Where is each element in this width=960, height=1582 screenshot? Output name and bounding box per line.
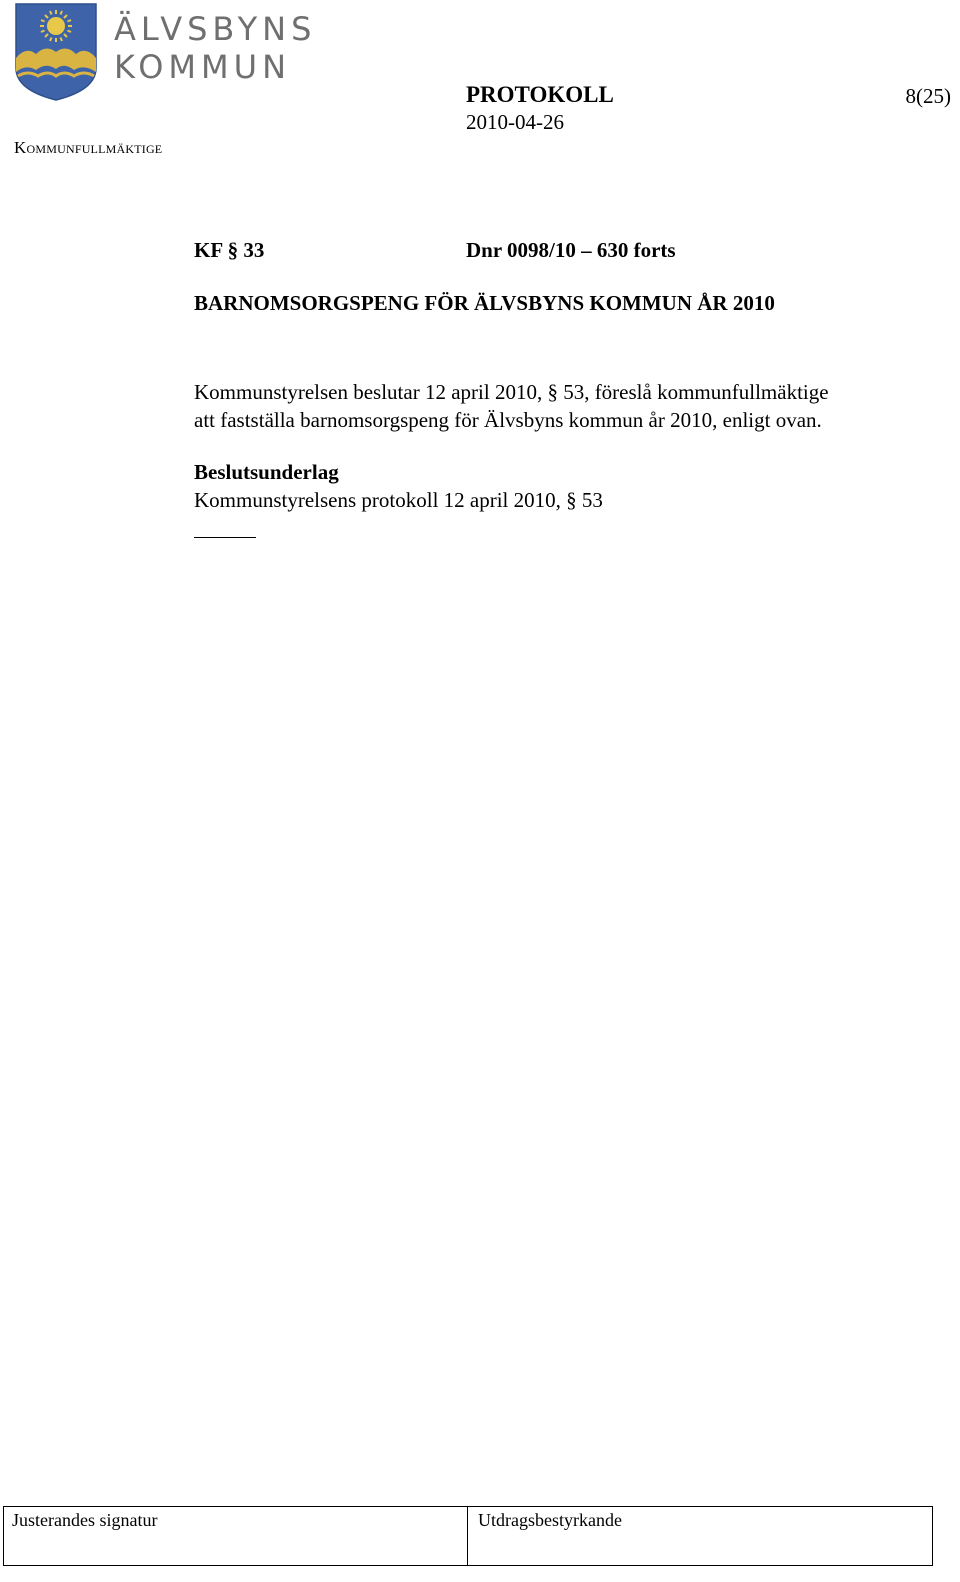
signature-footer	[3, 1506, 933, 1566]
logo-wordmark-line1: ÄLVSBYNS	[114, 10, 317, 48]
page-number: 8(25)	[905, 84, 951, 108]
decision-paragraph	[194, 378, 914, 434]
signature-box	[4, 1507, 468, 1565]
department-name: Kommunfullmäktige	[14, 138, 163, 157]
certification-box	[468, 1507, 932, 1565]
decision-line: Kommunstyrelsen beslutar 12 april 2010, § 53, föreslå kommunfullmäktige	[194, 380, 829, 404]
certification-label: Utdragsbestyrkande	[478, 1510, 622, 1530]
section-subject: BARNOMSORGSPENG FÖR ÄLVSBYNS KOMMUN ÅR 2010	[194, 291, 775, 315]
end-rule-divider	[194, 537, 256, 538]
case-number: Dnr 0098/10 – 630 forts	[466, 238, 676, 262]
document-title: PROTOKOLL	[466, 82, 614, 107]
paragraph-reference: KF § 33	[194, 238, 265, 262]
municipal-crest-sun-icon	[14, 2, 98, 102]
basis-heading: Beslutsunderlag	[194, 460, 339, 484]
basis-item: Kommunstyrelsens protokoll 12 april 2010, § 53	[194, 488, 603, 512]
signature-label: Justerandes signatur	[12, 1510, 158, 1530]
decision-line: att fastställa barnomsorgspeng för Älvsbyns kommun år 2010, enligt ovan.	[194, 408, 822, 432]
logo-wordmark-line2: KOMMUN	[114, 48, 291, 86]
document-date: 2010-04-26	[466, 110, 564, 134]
